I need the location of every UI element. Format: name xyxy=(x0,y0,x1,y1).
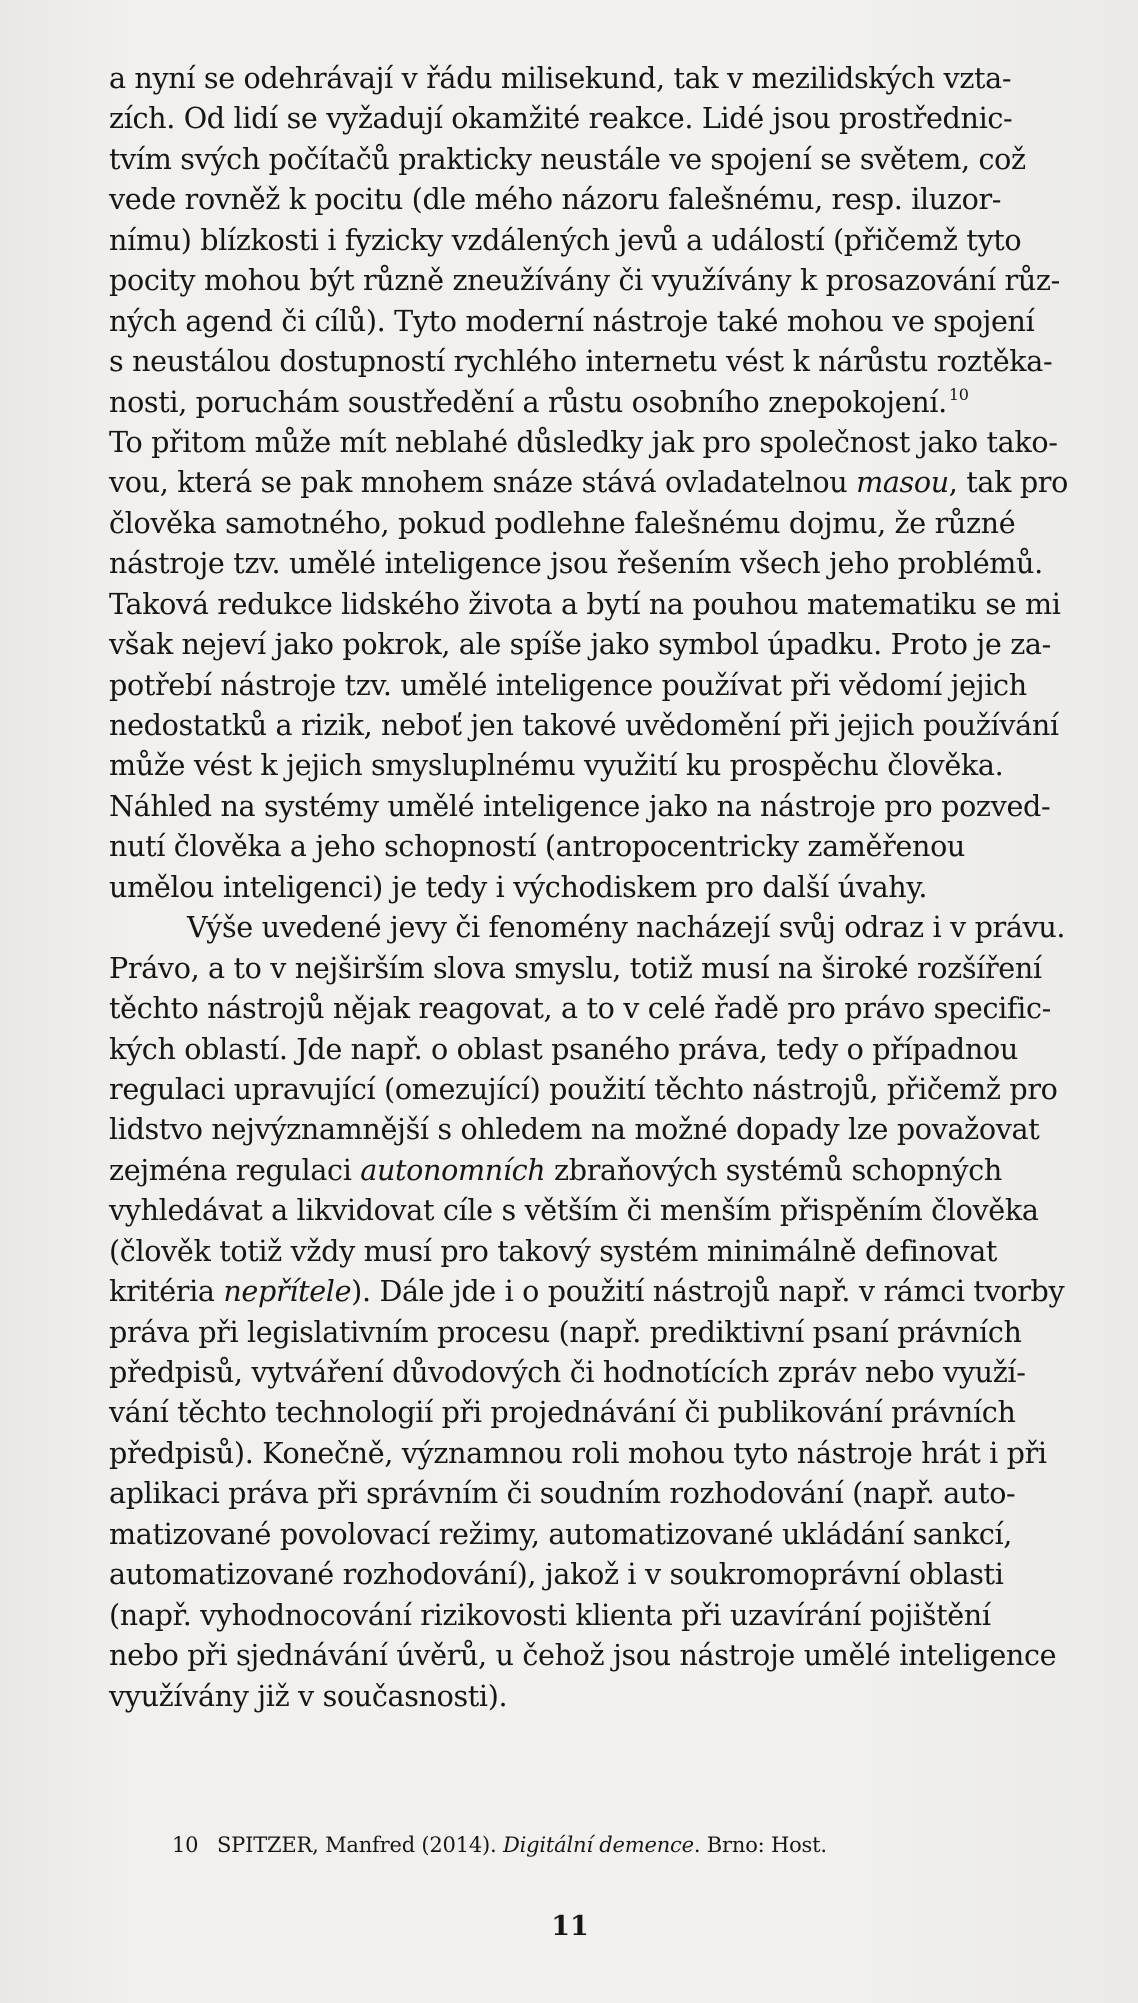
line-text: člověka samotného, pokud podlehne falešnému dojmu, že různé xyxy=(109,505,1016,540)
line-text: umělou inteligenci) je tedy i východiskem pro další úvahy. xyxy=(109,869,928,904)
text-line xyxy=(109,1190,1109,1230)
line-text: Náhled na systémy umělé inteligence jako na nástroje pro pozved- xyxy=(109,788,1051,823)
line-text: ných agend či cílů). Tyto moderní nástroje také mohou ve spojení xyxy=(109,303,1035,338)
text-line xyxy=(109,179,1109,219)
text-line xyxy=(109,1635,1109,1675)
line-text: předpisů). Konečně, významnou roli mohou tyto nástroje hrát i při xyxy=(109,1435,1047,1470)
line-text: a nyní se odehrávají v řádu milisekund, tak v mezilidských vzta- xyxy=(109,61,1012,95)
text-line xyxy=(109,1029,1109,1069)
text-line xyxy=(109,1676,1109,1716)
line-text: To přitom může mít neblahé důsledky jak pro společnost jako tako- xyxy=(109,424,1058,459)
text-line xyxy=(109,1595,1109,1635)
line-text: však nejeví jako pokrok, ale spíše jako symbol úpadku. Proto je za- xyxy=(109,627,1051,662)
line-text-continued: ). Dále jde i o použití nástrojů např. v rámci tvorby xyxy=(351,1274,1065,1309)
text-line xyxy=(109,1433,1109,1473)
text-line xyxy=(109,139,1109,179)
line-text: využívány již v současnosti). xyxy=(109,1678,508,1713)
text-line xyxy=(109,341,1109,381)
line-text: zích. Od lidí se vyžadují okamžité reakce. Lidé jsou prostřednic- xyxy=(109,101,1013,136)
text-line xyxy=(109,826,1109,866)
text-line xyxy=(109,1069,1109,1109)
line-text: matizované povolovací režimy, automatizované ukládání sankcí, xyxy=(109,1516,1013,1551)
text-line xyxy=(109,1514,1109,1554)
text-line xyxy=(109,382,1109,422)
line-text: (např. vyhodnocování rizikovosti klienta při uzavírání pojištění xyxy=(109,1597,991,1632)
line-text: pocity mohou být různě zneužívány či využívány k prosazování růz- xyxy=(109,263,1060,298)
text-line xyxy=(109,907,1109,947)
text-line xyxy=(109,422,1109,462)
line-text: nedostatků a rizik, neboť jen takové uvědomění při jejich používání xyxy=(109,708,1059,742)
text-line xyxy=(109,462,1109,502)
line-text: zejména regulaci xyxy=(109,1152,361,1187)
line-text: nosti, poruchám soustředění a růstu osobního znepokojení. xyxy=(109,384,947,419)
line-text: kých oblastí. Jde např. o oblast psaného práva, tedy o případnou xyxy=(109,1031,1018,1066)
footnote xyxy=(172,1830,1072,1860)
text-line xyxy=(109,1473,1109,1513)
footnote-reference: 10 xyxy=(948,384,969,404)
text-line xyxy=(109,220,1109,260)
text-line xyxy=(109,1554,1109,1594)
text-line xyxy=(109,786,1109,826)
text-line xyxy=(109,98,1109,138)
line-text: lidstvo nejvýznamnější s ohledem na možné dopady lze považovat xyxy=(109,1112,1040,1147)
text-line xyxy=(109,1312,1109,1352)
line-text: tvím svých počítačů prakticky neustále ve spojení se světem, což xyxy=(109,141,1026,176)
emphasized-word: masou xyxy=(856,465,949,500)
emphasized-word: nepřítele xyxy=(223,1274,352,1309)
text-line xyxy=(109,867,1109,907)
text-line xyxy=(109,705,1109,745)
line-text: Výše uvedené jevy či fenomény nacházejí svůj odraz i v právu. xyxy=(187,910,1066,945)
emphasized-word: autonomních xyxy=(360,1152,546,1187)
line-text: vou, která se pak mnohem snáze stává ovladatelnou xyxy=(109,465,857,500)
text-line xyxy=(109,948,1109,988)
line-text: předpisů, vytváření důvodových či hodnotících zpráv nebo využí- xyxy=(109,1355,1026,1389)
text-line xyxy=(109,584,1109,624)
line-text-continued: zbraňových systémů schopných xyxy=(545,1152,1002,1187)
text-line xyxy=(109,988,1109,1028)
line-text: nutí člověka a jeho schopností (antropocentricky zaměřenou xyxy=(109,829,965,864)
footnote-number: 10 xyxy=(172,1833,199,1857)
text-line xyxy=(109,58,1109,98)
line-text: kritéria xyxy=(109,1274,224,1309)
text-line xyxy=(109,624,1109,664)
page-number: 11 xyxy=(551,1911,589,1942)
line-text: (člověk totiž vždy musí pro takový systém minimálně definovat xyxy=(109,1233,998,1268)
body-text xyxy=(109,58,1109,1716)
line-text: potřebí nástroje tzv. umělé inteligence používat při vědomí jejich xyxy=(109,667,1027,702)
line-text: aplikaci práva při správním či soudním rozhodování (např. auto- xyxy=(109,1476,1016,1511)
text-line xyxy=(109,745,1109,785)
text-line xyxy=(109,1271,1109,1311)
text-line xyxy=(109,1352,1109,1392)
line-text-continued: , tak pro xyxy=(948,465,1068,500)
line-text: s neustálou dostupností rychlého internetu vést k nárůstu roztěka- xyxy=(109,344,1053,379)
line-text: těchto nástrojů nějak reagovat, a to v celé řadě pro právo specific- xyxy=(109,991,1051,1026)
line-text: Právo, a to v nejširším slova smyslu, totiž musí na široké rozšíření xyxy=(109,950,1042,985)
line-text: vede rovněž k pocitu (dle mého názoru falešnému, resp. iluzor- xyxy=(109,182,1002,217)
text-line xyxy=(109,665,1109,705)
line-text: Taková redukce lidského života a bytí na pouhou matematiku se mi xyxy=(109,586,1061,621)
line-text: vání těchto technologií při projednávání či publikování právních xyxy=(109,1395,1016,1430)
text-line xyxy=(109,503,1109,543)
text-line xyxy=(109,301,1109,341)
text-line xyxy=(109,543,1109,583)
line-text: vyhledávat a likvidovat cíle s větším či menším přispěním člověka xyxy=(109,1193,1039,1228)
line-text: automatizované rozhodování), jakož i v soukromoprávní oblasti xyxy=(109,1557,1004,1592)
text-line xyxy=(109,260,1109,300)
text-line xyxy=(109,1231,1109,1271)
line-text: regulaci upravující (omezující) použití těchto nástrojů, přičemž pro xyxy=(109,1071,1058,1106)
line-text: nebo při sjednávání úvěrů, u čehož jsou nástroje umělé inteligence xyxy=(109,1638,1057,1673)
line-text: práva při legislativním procesu (např. prediktivní psaní právních xyxy=(109,1314,1022,1349)
footnote-author: SPITZER, Manfred (2014). xyxy=(217,1833,503,1857)
text-line xyxy=(109,1150,1109,1190)
line-text: nímu) blízkosti i fyzicky vzdálených jevů a událostí (přičemž tyto xyxy=(109,222,1022,257)
line-text: nástroje tzv. umělé inteligence jsou řešením všech jeho problémů. xyxy=(109,546,1043,581)
text-line xyxy=(109,1392,1109,1432)
footnote-title: Digitální demence xyxy=(503,1833,694,1857)
text-line xyxy=(109,1109,1109,1149)
line-text: může vést k jejich smysluplnému využití ku prospěchu člověka. xyxy=(109,748,1004,783)
footnote-rest: . Brno: Host. xyxy=(693,1833,827,1857)
